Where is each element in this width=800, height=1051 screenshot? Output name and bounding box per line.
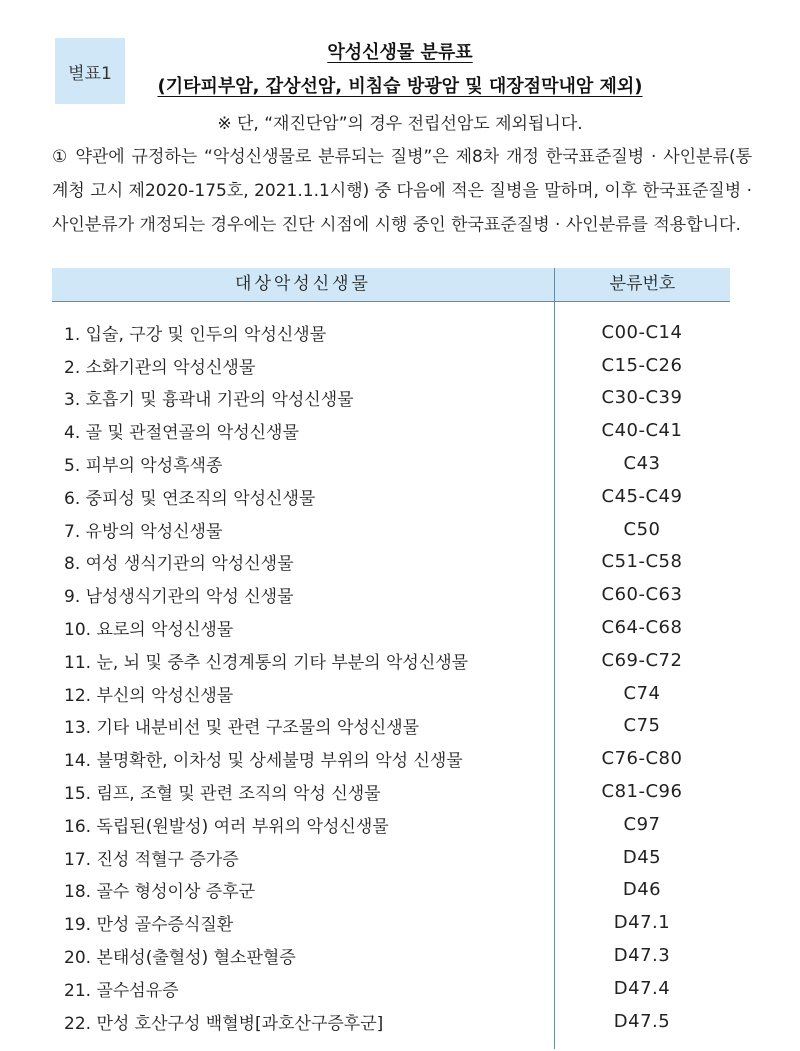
disease-name-cell: 22. 만성 호산구성 백혈병[과호산구증후군]	[64, 1013, 384, 1034]
classification-code-cell: C97	[623, 813, 661, 835]
disease-name-cell: 1. 입술, 구강 및 인두의 악성신생물	[64, 324, 327, 345]
table-row	[52, 349, 730, 382]
classification-code-cell: C15-C26	[601, 354, 683, 376]
header-classification-code: 분류번호	[609, 274, 676, 294]
classification-table-body	[52, 316, 730, 1038]
table-row	[52, 874, 730, 907]
classification-code-cell: C76-C80	[601, 748, 683, 770]
disease-name-cell: 13. 기타 내분비선 및 관련 구조물의 악성신생물	[64, 718, 420, 739]
table-row	[52, 677, 730, 710]
disease-name-cell: 17. 진성 적혈구 증가증	[64, 849, 239, 870]
classification-code-cell: C30-C39	[601, 387, 683, 409]
table-row	[52, 447, 730, 480]
classification-code-cell: C81-C96	[601, 781, 683, 803]
disease-name-cell: 6. 중피성 및 연조직의 악성신생물	[64, 488, 316, 509]
disease-name-cell: 14. 불명확한, 이차성 및 상세불명 부위의 악성 신생물	[64, 751, 463, 772]
table-row	[52, 316, 730, 349]
disease-name-cell: 18. 골수 형성이상 증후군	[64, 882, 256, 903]
classification-code-cell: C40-C41	[601, 420, 683, 442]
table-row	[52, 1005, 730, 1038]
classification-code-cell: C74	[623, 682, 661, 704]
classification-code-cell: C45-C49	[601, 485, 683, 507]
classification-code-cell: D46	[622, 879, 662, 901]
table-row	[52, 382, 730, 415]
disease-name-cell: 7. 유방의 악성신생물	[64, 521, 223, 542]
header-target-cancer: 대상악성신생물	[52, 268, 555, 301]
disease-name-cell: 19. 만성 골수증식질환	[64, 915, 234, 936]
disease-name-cell: 11. 눈, 뇌 및 중추 신경계통의 기타 부분의 악성신생물	[64, 652, 469, 673]
document-title: 악성신생물 분류표	[327, 42, 473, 63]
disease-name-cell: 8. 여성 생식기관의 악성신생물	[64, 554, 294, 575]
disease-name-cell: 21. 골수섬유증	[64, 980, 179, 1001]
classification-code-cell: C69-C72	[601, 649, 683, 671]
intro-paragraph: ① 약관에 규정하는 “악성신생물로 분류되는 질병”은 제8차 개정 한국표준질병 · 사인분류(통계청 고시 제2020-175호, 2021.1.1시행) 중 다음에 적은 질병을 말하며, 이후 한국표준질병 · 사인분류가 개정되는 경우에는 진단 시점에 시행 중인 한국표준질병 · 사인분류를 적용합니다.	[52, 147, 752, 235]
table-row	[52, 775, 730, 808]
disease-name-cell: 12. 부신의 악성신생물	[64, 685, 234, 706]
table-row	[52, 939, 730, 972]
classification-code-cell: C50	[623, 518, 661, 540]
table-row	[52, 808, 730, 841]
classification-code-cell: D47.3	[613, 945, 671, 967]
classification-code-cell: C51-C58	[601, 551, 683, 573]
table-row	[52, 972, 730, 1005]
classification-code-cell: C43	[623, 453, 661, 475]
table-row	[52, 611, 730, 644]
disease-name-cell: 9. 남성생식기관의 악성 신생물	[64, 587, 294, 608]
table-row	[52, 546, 730, 579]
disease-name-cell: 4. 골 및 관절연골의 악성신생물	[64, 423, 299, 444]
disease-name-cell: 10. 요로의 악성신생물	[64, 620, 234, 641]
classification-code-cell: C60-C63	[601, 584, 683, 606]
disease-name-cell: 2. 소화기관의 악성신생물	[64, 357, 256, 378]
disease-name-cell: 20. 본태성(출혈성) 혈소판혈증	[64, 948, 296, 969]
table-row	[52, 480, 730, 513]
disease-name-cell: 5. 피부의 악성흑색종	[64, 456, 223, 477]
classification-code-cell: D47.5	[613, 1010, 671, 1032]
classification-code-cell: C75	[623, 715, 661, 737]
classification-code-cell: D45	[622, 846, 662, 868]
table-row	[52, 644, 730, 677]
appendix-badge-label: 별표1	[68, 63, 112, 84]
disease-name-cell: 16. 독립된(원발성) 여러 부위의 악성신생물	[64, 816, 389, 837]
document-subtitle: (기타피부암, 갑상선암, 비침습 방광암 및 대장점막내암 제외)	[157, 76, 643, 97]
disease-name-cell: 15. 림프, 조혈 및 관련 조직의 악성 신생물	[64, 784, 381, 805]
table-row	[52, 578, 730, 611]
classification-code-cell: C00-C14	[601, 321, 683, 343]
table-row	[52, 710, 730, 743]
table-row	[52, 513, 730, 546]
table-row	[52, 414, 730, 447]
table-row	[52, 742, 730, 775]
classification-code-cell: D47.4	[613, 977, 671, 999]
classification-code-cell: D47.1	[613, 912, 671, 934]
table-header	[52, 268, 730, 302]
table-row	[52, 906, 730, 939]
disease-name-cell: 3. 호흡기 및 흉곽내 기관의 악성신생물	[64, 390, 354, 411]
classification-code-cell: C64-C68	[601, 617, 683, 639]
table-row	[52, 841, 730, 874]
exclusion-note: ※ 단, “재진단암”의 경우 전립선암도 제외됩니다.	[217, 114, 583, 134]
